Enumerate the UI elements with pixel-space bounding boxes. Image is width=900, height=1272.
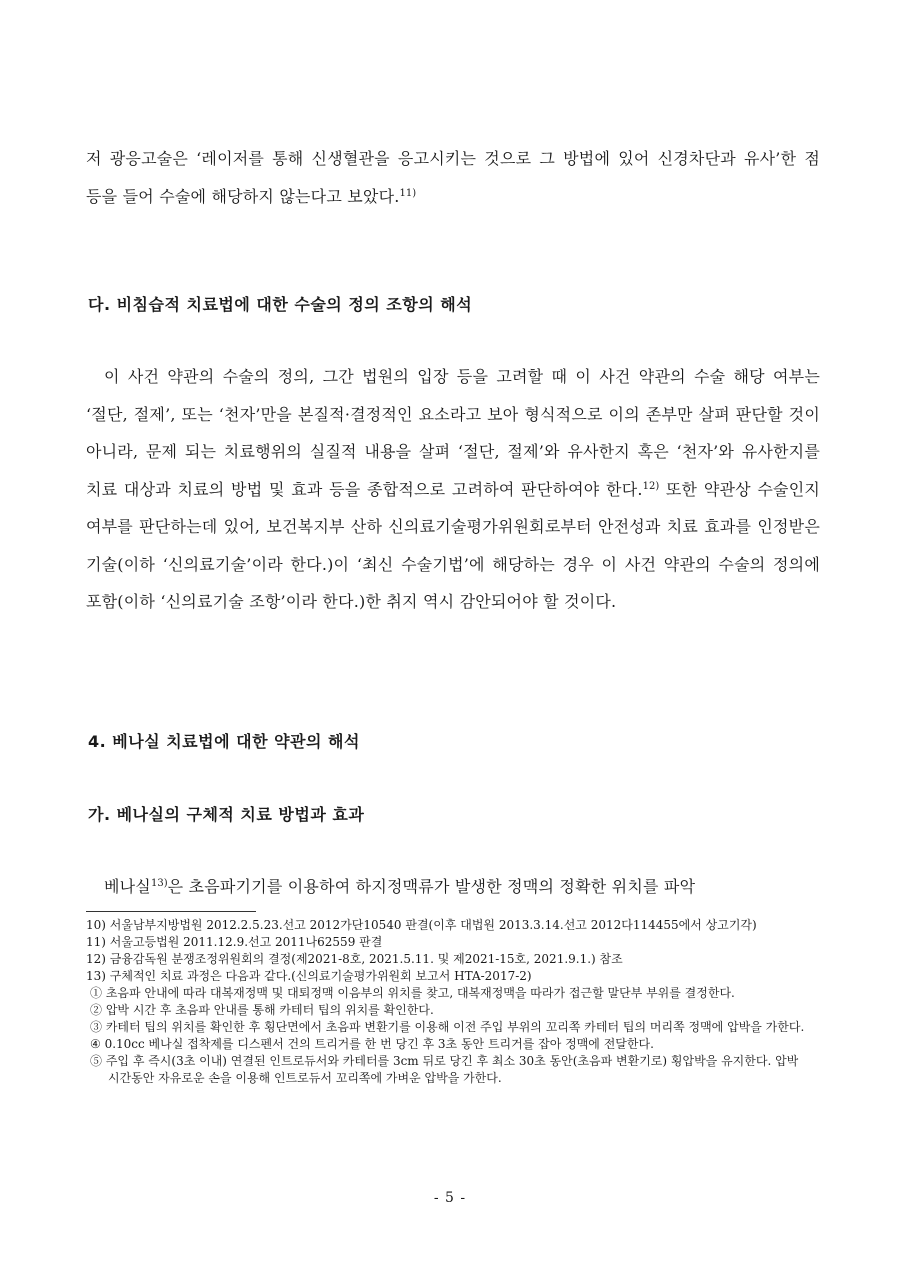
footnote-ref-11: 11)	[399, 187, 417, 199]
paragraph-text: 저 광응고술은 ‘레이저를 통해 신생혈관을 응고시키는 것으로 그 방법에 있어 신경차단과 유사’한 점 등을 들어 수술에 해당하지 않는다고 보았다.	[86, 149, 820, 206]
paragraph-venaseal	[86, 868, 820, 906]
paragraph-text: 베나실	[104, 877, 151, 896]
paragraph-text: 은 초음파기기를 이용하여 하지정맥류가 발생한 정맥의 정확한 위치를 파악	[167, 877, 696, 896]
paragraph-continuation	[86, 140, 820, 215]
footnote-ref-13: 13)	[150, 878, 168, 889]
footnote-divider	[86, 911, 256, 912]
footnote-step: ② 압박 시간 후 초음파 안내를 통해 카테터 팁의 위치를 확인한다.	[90, 1003, 434, 1017]
paragraph-text: 이 사건 약관의 수술의 정의, 그간 법원의 입장 등을 고려할 때 이 사건 약관의 수술 해당 여부는 ‘절단, 절제’, 또는 ‘천자’만을 본질적·결정적인 요소라고 보아 형식적으로 이의 존부만 살펴 판단할 것이 아니라, 문제 되는 치료행위의 실질적 내용을 살펴 ‘절단, 절제’와 유사한지 혹은 ‘천자’와 유사한지를 치료 대상과 치료의 방법 및 효과 등을 종합적으로 고려하여 판단하여야 한다.	[86, 367, 820, 499]
footnote-12: 12) 금융감독원 분쟁조정위원회의 결정(제2021-8호, 2021.5.11. 및 제2021-15호, 2021.9.1.) 참조	[86, 952, 623, 966]
footnotes	[86, 917, 820, 1087]
footnote-11: 11) 서울고등법원 2011.12.9.선고 2011나62559 판결	[86, 935, 383, 949]
footnote-ref-12: 12)	[642, 480, 660, 492]
page-number: - 5 -	[433, 1190, 467, 1206]
section-heading-4: 4. 베나실 치료법에 대한 약관의 해석	[88, 732, 360, 751]
footnote-13: 13) 구체적인 치료 과정은 다음과 같다.(신의료기술평가위원회 보고서 HTA-2017-2)	[86, 969, 532, 983]
paragraph-text: 또한 약관상 수술인지 여부를 판단하는데 있어, 보건복지부 산하 신의료기술평가위원회로부터 안전성과 치료 효과를 인정받은 기술(이하 ‘신의료기술’이라 한다.)이 ‘최신 수술기법’에 해당하는 경우 이 사건 약관의 수술의 정의에 포함(이하 ‘신의료기술 조항’이라 한다.)한 취지 역시 감안되어야 할 것이다.	[86, 479, 821, 611]
paragraph-interpretation	[86, 358, 820, 621]
footnote-step: ① 초음파 안내에 따라 대복재정맥 및 대퇴정맥 이음부의 위치를 찾고, 대복재정맥을 따라가 접근할 말단부 부위를 결정한다.	[90, 986, 735, 1000]
footnote-10: 10) 서울남부지방법원 2012.2.5.23.선고 2012가단10540 판결(이후 대법원 2013.3.14.선고 2012다114455에서 상고기각)	[86, 918, 757, 932]
footnote-step: ③ 카테터 팁의 위치를 확인한 후 횡단면에서 초음파 변환기를 이용해 이전 주입 부위의 꼬리쪽 카테터 팁의 머리쪽 정맥에 압박을 가한다.	[90, 1020, 805, 1034]
section-heading-ga: 가. 베나실의 구체적 치료 방법과 효과	[88, 805, 365, 824]
section-heading-da: 다. 비침습적 치료법에 대한 수술의 정의 조항의 해석	[88, 295, 473, 314]
footnote-step: ⑤ 주입 후 즉시(3초 이내) 연결된 인트로듀서와 카테터를 3cm 뒤로 당긴 후 최소 30초 동안(초음파 변환기로) 횡압박을 유지한다. 압박 시간동안 자유로운 손을 이용해 인트로듀서 꼬리쪽에 가벼운 압박을 가한다.	[90, 1054, 799, 1085]
footnote-step: ④ 0.10cc 베나실 접착제를 디스펜서 건의 트리거를 한 번 당긴 후 3초 동안 트리거를 잡아 정맥에 전달한다.	[90, 1037, 654, 1051]
